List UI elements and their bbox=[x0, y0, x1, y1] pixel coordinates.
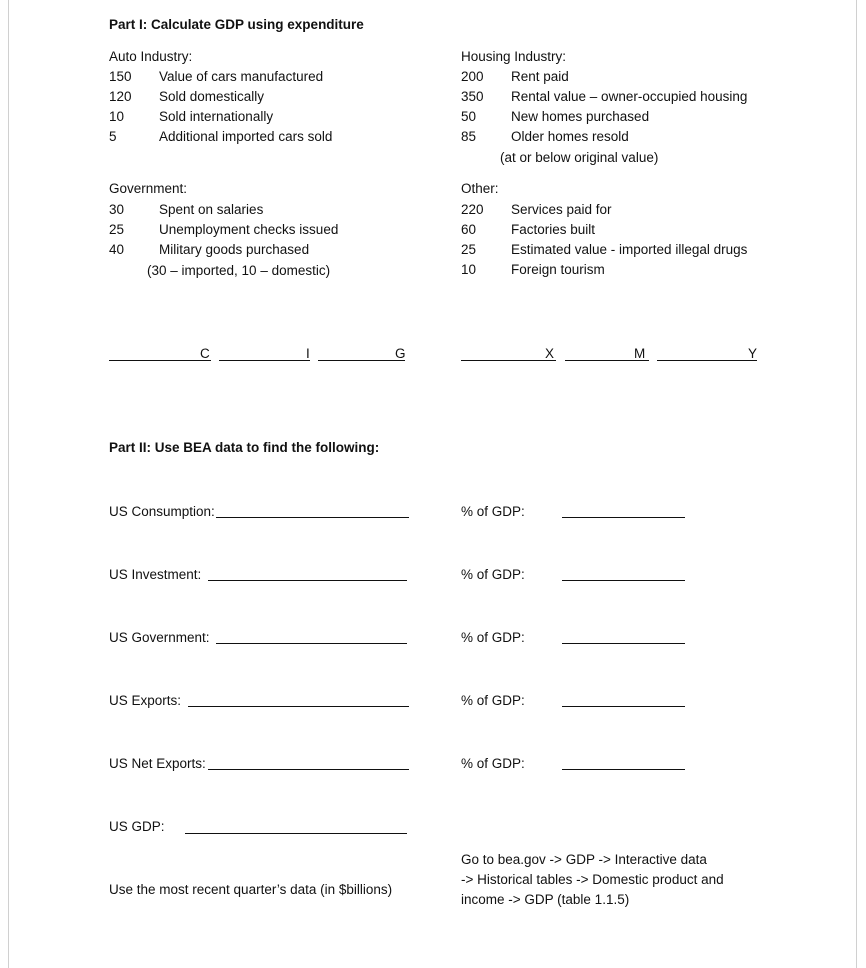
us-net-exports-label: US Net Exports: bbox=[109, 756, 206, 771]
us-government-pct-blank[interactable] bbox=[562, 643, 685, 644]
x-answer-blank[interactable] bbox=[461, 360, 556, 361]
y-label: Y bbox=[748, 346, 758, 361]
pct-gdp-label: % of GDP: bbox=[461, 630, 525, 645]
x-label: X bbox=[545, 346, 555, 361]
housing-industry-heading: Housing Industry: bbox=[461, 49, 567, 64]
pct-gdp-label: % of GDP: bbox=[461, 567, 525, 582]
list-item: 25 Unemployment checks issued bbox=[109, 222, 339, 237]
i-label: I bbox=[306, 346, 310, 361]
m-label: M bbox=[634, 346, 646, 361]
us-gdp-label: US GDP: bbox=[109, 819, 165, 834]
government-heading: Government: bbox=[109, 181, 188, 196]
pct-gdp-label: % of GDP: bbox=[461, 756, 525, 771]
bea-instructions bbox=[461, 850, 724, 910]
g-label: G bbox=[395, 346, 406, 361]
pct-gdp-label: % of GDP: bbox=[461, 504, 525, 519]
us-gdp-blank[interactable] bbox=[185, 833, 407, 834]
us-consumption-pct-blank[interactable] bbox=[562, 517, 685, 518]
pct-gdp-label: % of GDP: bbox=[461, 693, 525, 708]
c-label: C bbox=[200, 346, 210, 361]
us-consumption-label: US Consumption: bbox=[109, 504, 215, 519]
housing-industry-list bbox=[461, 67, 801, 147]
us-investment-blank[interactable] bbox=[208, 580, 407, 581]
bea-line: -> Historical tables -> Domestic product and bbox=[461, 872, 724, 887]
government-note: (30 – imported, 10 – domestic) bbox=[147, 263, 331, 278]
i-answer-blank[interactable] bbox=[219, 360, 310, 361]
us-government-label: US Government: bbox=[109, 630, 210, 645]
us-exports-blank[interactable] bbox=[188, 706, 409, 707]
list-item: 10 Sold internationally bbox=[109, 109, 274, 124]
y-answer-blank[interactable] bbox=[657, 360, 757, 361]
list-item: 25 Estimated value - imported illegal drugs bbox=[461, 242, 748, 257]
list-item: 200 Rent paid bbox=[461, 69, 569, 84]
list-item: 85 Older homes resold bbox=[461, 129, 629, 144]
bea-line: Go to bea.gov -> GDP -> Interactive data bbox=[461, 852, 707, 867]
list-item: 30 Spent on salaries bbox=[109, 202, 264, 217]
list-item: 150 Value of cars manufactured bbox=[109, 69, 324, 84]
us-government-blank[interactable] bbox=[216, 643, 407, 644]
us-investment-label: US Investment: bbox=[109, 567, 202, 582]
housing-note: (at or below original value) bbox=[500, 150, 659, 165]
c-answer-blank[interactable] bbox=[109, 360, 211, 361]
us-net-exports-pct-blank[interactable] bbox=[562, 769, 685, 770]
us-exports-label: US Exports: bbox=[109, 693, 182, 708]
list-item: 60 Factories built bbox=[461, 222, 596, 237]
government-list bbox=[109, 200, 429, 260]
list-item: 50 New homes purchased bbox=[461, 109, 650, 124]
bea-line: income -> GDP (table 1.1.5) bbox=[461, 892, 630, 907]
us-exports-pct-blank[interactable] bbox=[562, 706, 685, 707]
part1-title: Part I: Calculate GDP using expenditure bbox=[109, 17, 364, 32]
list-item: 40 Military goods purchased bbox=[109, 242, 310, 257]
list-item: 10 Foreign tourism bbox=[461, 262, 605, 277]
us-investment-pct-blank[interactable] bbox=[562, 580, 685, 581]
list-item: 220 Services paid for bbox=[461, 202, 612, 217]
us-net-exports-blank[interactable] bbox=[208, 769, 409, 770]
list-item: 120 Sold domestically bbox=[109, 89, 265, 104]
list-item: 5 Additional imported cars sold bbox=[109, 129, 333, 144]
part2-title: Part II: Use BEA data to find the following: bbox=[109, 440, 380, 455]
other-list bbox=[461, 200, 801, 280]
us-consumption-blank[interactable] bbox=[216, 517, 409, 518]
auto-industry-list bbox=[109, 67, 429, 147]
g-answer-blank[interactable] bbox=[318, 360, 405, 361]
list-item: 350 Rental value – owner-occupied housing bbox=[461, 89, 748, 104]
auto-industry-heading: Auto Industry: bbox=[109, 49, 193, 64]
recent-quarter-note: Use the most recent quarter’s data (in $billions) bbox=[109, 882, 393, 897]
other-heading: Other: bbox=[461, 181, 499, 196]
